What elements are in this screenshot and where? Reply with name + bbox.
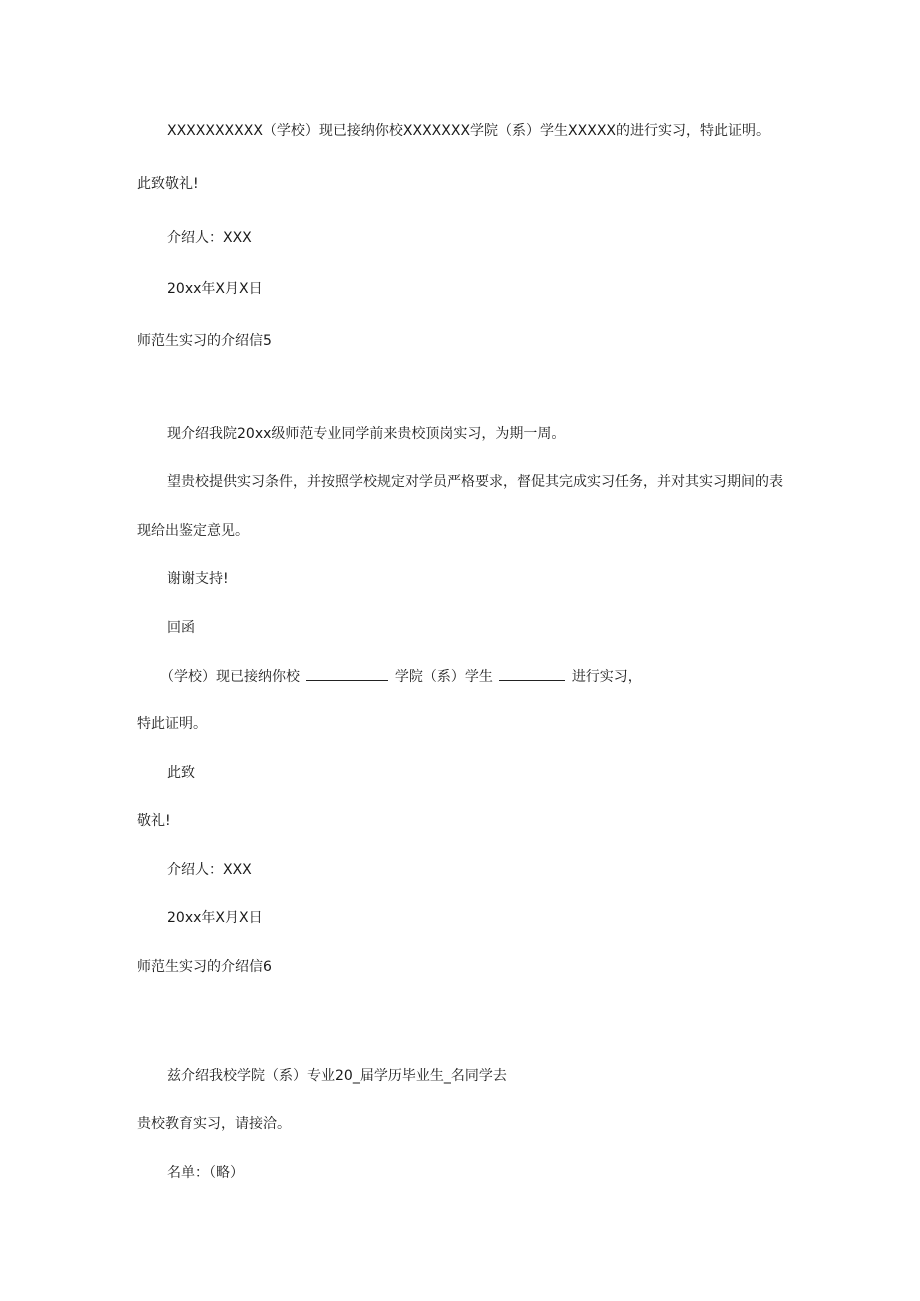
introducer-line: 介绍人：XXX — [167, 230, 252, 246]
reply-text-part1: （学校）现已接纳你校 — [160, 669, 300, 685]
school-blank — [306, 666, 388, 681]
certify-line: 特此证明。 — [137, 716, 207, 732]
thanks-line: 谢谢支持! — [167, 571, 229, 587]
confirmation-text: XXXXXXXXXX（学校）现已接纳你校XXXXXXX学院（系）学生XXXXX的进行实习，特此证明。 — [167, 123, 770, 139]
introducer-line-5: 介绍人：XXX — [167, 862, 252, 878]
salutation: 此致敬礼! — [137, 176, 199, 192]
section-heading-5: 师范生实习的介绍信5 — [137, 333, 272, 349]
request-paragraph-line1: 望贵校提供实习条件，并按照学校规定对学员严格要求，督促其完成实习任务，并对其实习期间的表 — [167, 474, 783, 490]
salutation-part1: 此致 — [167, 765, 195, 781]
student-blank — [499, 666, 565, 681]
reply-fill-line — [160, 666, 642, 687]
reply-heading: 回函 — [167, 620, 195, 636]
intro-paragraph-6-line2: 贵校教育实习，请接洽。 — [137, 1116, 291, 1132]
intro-paragraph: 现介绍我院20xx级师范专业同学前来贵校顶岗实习，为期一周。 — [167, 426, 566, 442]
section-heading-6: 师范生实习的介绍信6 — [137, 959, 272, 975]
reply-text-part2: 学院（系）学生 — [394, 669, 493, 685]
reply-text-part3: 进行实习， — [571, 669, 642, 685]
name-list-line: 名单：（略） — [167, 1165, 244, 1181]
date-line: 20xx年X月X日 — [167, 281, 263, 297]
intro-paragraph-6: 兹介绍我校学院（系）专业20_届学历毕业生_名同学去 — [167, 1068, 507, 1084]
salutation-part2: 敬礼! — [137, 813, 171, 829]
date-line-5: 20xx年X月X日 — [167, 910, 263, 926]
request-paragraph-line2: 现给出鉴定意见。 — [137, 523, 249, 539]
